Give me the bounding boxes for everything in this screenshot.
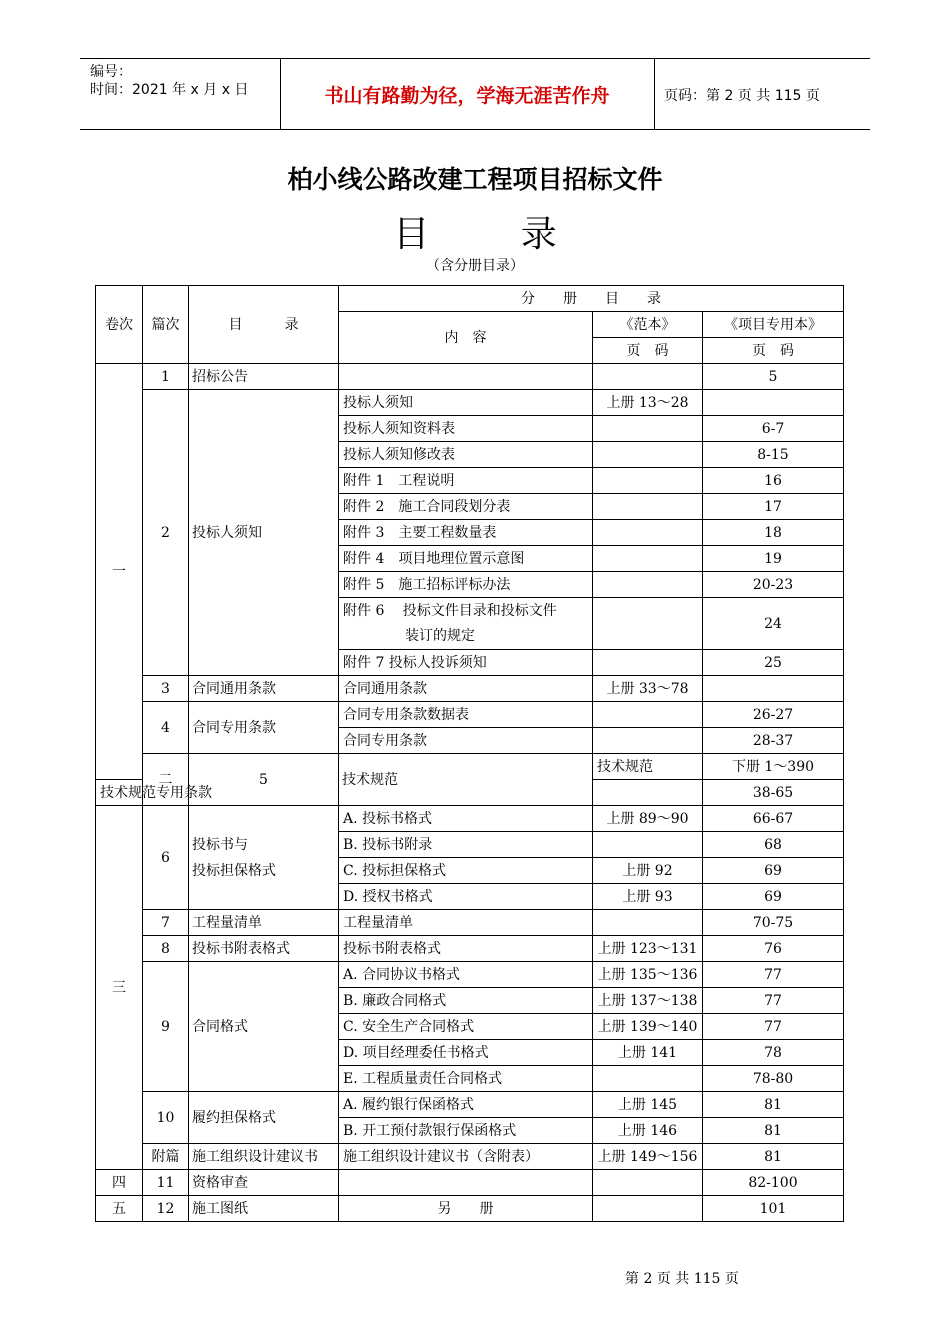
- table-row: [96, 1170, 844, 1196]
- section-title: 招标公告: [189, 364, 339, 390]
- col-header-sub-volume: 分 册 目 录: [339, 286, 844, 312]
- project-page-cell: [703, 676, 844, 702]
- code-label: 编号：: [90, 64, 132, 80]
- col-header-contents: 目 录: [189, 286, 339, 364]
- table-row: [96, 702, 844, 728]
- col-header-template: 《范本》: [593, 312, 703, 338]
- template-page-cell: 上册 149～156: [593, 1144, 703, 1170]
- page-header: [80, 58, 870, 130]
- project-page-cell: 19: [703, 546, 844, 572]
- table-header-row: [96, 286, 844, 312]
- content-cell: A. 合同协议书格式: [339, 962, 593, 988]
- section-number: 11: [143, 1170, 189, 1196]
- template-page-cell: [593, 546, 703, 572]
- volume-cell: 三: [96, 806, 143, 1170]
- template-page-cell: [593, 910, 703, 936]
- template-page-cell: [593, 572, 703, 598]
- project-page-cell: 77: [703, 962, 844, 988]
- template-page-cell: 上册 89～90: [593, 806, 703, 832]
- template-page-cell: 上册 146: [593, 1118, 703, 1144]
- project-page-cell: [703, 390, 844, 416]
- toc-note: （含分册目录）: [426, 258, 524, 274]
- content-cell: B. 开工预付款银行保函格式: [339, 1118, 593, 1144]
- project-page-cell: 8-15: [703, 442, 844, 468]
- section-title: 工程量清单: [189, 910, 339, 936]
- template-page-cell: [593, 780, 703, 806]
- template-page-cell: 上册 145: [593, 1092, 703, 1118]
- col-header-volume: 卷次: [96, 286, 143, 364]
- template-page-cell: [593, 468, 703, 494]
- section-number: 9: [143, 962, 189, 1092]
- content-cell: 合同专用条款数据表: [339, 702, 593, 728]
- content-line: 附件 6 投标文件目录和投标文件: [343, 602, 557, 619]
- project-page-cell: 6-7: [703, 416, 844, 442]
- project-page-cell: 101: [703, 1196, 844, 1222]
- project-page-cell: 78-80: [703, 1066, 844, 1092]
- template-page-cell: [593, 442, 703, 468]
- template-page-cell: [593, 1196, 703, 1222]
- section-number: 1: [143, 364, 189, 390]
- project-page-cell: 17: [703, 494, 844, 520]
- section-number: 12: [143, 1196, 189, 1222]
- content-cell: 合同通用条款: [339, 676, 593, 702]
- template-page-cell: 上册 93: [593, 884, 703, 910]
- template-page-cell: 上册 33～78: [593, 676, 703, 702]
- project-page-cell: 70-75: [703, 910, 844, 936]
- content-cell: 技术规范: [593, 754, 703, 780]
- template-page-cell: [593, 416, 703, 442]
- template-page-cell: 上册 137～138: [593, 988, 703, 1014]
- content-cell: [339, 1170, 593, 1196]
- content-cell: B. 投标书附录: [339, 832, 593, 858]
- content-cell: 附件 4 项目地理位置示意图: [339, 546, 593, 572]
- content-cell: 附件 5 施工招标评标办法: [339, 572, 593, 598]
- project-page-cell: 24: [703, 598, 844, 650]
- section-number: 2: [143, 390, 189, 676]
- table-row: [96, 1144, 844, 1170]
- template-page-cell: [593, 598, 703, 650]
- date-label: 时间：2021 年 x 月 x 日: [90, 82, 249, 98]
- project-page-cell: 81: [703, 1092, 844, 1118]
- project-page-cell: 69: [703, 884, 844, 910]
- content-cell: A. 投标书格式: [339, 806, 593, 832]
- project-page-cell: 81: [703, 1118, 844, 1144]
- project-page-cell: 20-23: [703, 572, 844, 598]
- content-cell: 投标书附表格式: [339, 936, 593, 962]
- content-cell: B. 廉政合同格式: [339, 988, 593, 1014]
- table-row: [96, 1092, 844, 1118]
- section-title: 施工图纸: [189, 1196, 339, 1222]
- template-page-cell: [593, 702, 703, 728]
- header-motto: 书山有路勤为径，学海无涯苦作舟: [324, 85, 610, 107]
- section-title: 施工组织设计建议书: [189, 1144, 339, 1170]
- section-title: 履约担保格式: [189, 1092, 339, 1144]
- content-cell: 另 册: [339, 1196, 593, 1222]
- table-row: [96, 1196, 844, 1222]
- section-title-line: 投标担保格式: [192, 862, 276, 879]
- col-header-page: 页 码: [593, 338, 703, 364]
- table-row: [96, 962, 844, 988]
- content-cell: [339, 364, 593, 390]
- project-page-cell: 18: [703, 520, 844, 546]
- section-title: 投标人须知: [189, 390, 339, 676]
- content-cell: 附件 3 主要工程数量表: [339, 520, 593, 546]
- content-cell: 技术规范专用条款: [96, 780, 143, 806]
- content-cell: D. 项目经理委任书格式: [339, 1040, 593, 1066]
- project-page-cell: 78: [703, 1040, 844, 1066]
- section-title: [189, 806, 339, 910]
- content-cell: 施工组织设计建议书（含附表）: [339, 1144, 593, 1170]
- section-number: 3: [143, 676, 189, 702]
- content-cell: [339, 598, 593, 650]
- section-number: 5: [189, 754, 339, 806]
- template-page-cell: [593, 832, 703, 858]
- section-title: 合同通用条款: [189, 676, 339, 702]
- project-page-cell: 26-27: [703, 702, 844, 728]
- project-page-cell: 77: [703, 1014, 844, 1040]
- volume-cell: 一: [96, 364, 143, 780]
- table-row: [96, 754, 844, 780]
- template-page-cell: 上册 139～140: [593, 1014, 703, 1040]
- content-cell: C. 投标担保格式: [339, 858, 593, 884]
- content-cell: 合同专用条款: [339, 728, 593, 754]
- volume-cell: 五: [96, 1196, 143, 1222]
- content-cell: 投标人须知: [339, 390, 593, 416]
- section-title: 合同格式: [189, 962, 339, 1092]
- template-page-cell: [593, 520, 703, 546]
- header-divider: [654, 59, 655, 129]
- project-page-cell: 69: [703, 858, 844, 884]
- template-page-cell: 上册 141: [593, 1040, 703, 1066]
- section-number: 10: [143, 1092, 189, 1144]
- content-cell: 附件 1 工程说明: [339, 468, 593, 494]
- template-page-cell: 上册 13～28: [593, 390, 703, 416]
- col-header-section: 篇次: [143, 286, 189, 364]
- template-page-cell: 下册 1～390: [703, 754, 844, 780]
- content-cell: 附件 2 施工合同段划分表: [339, 494, 593, 520]
- content-cell: C. 安全生产合同格式: [339, 1014, 593, 1040]
- section-number: 8: [143, 936, 189, 962]
- project-page-cell: 66-67: [703, 806, 844, 832]
- project-page-cell: 68: [703, 832, 844, 858]
- col-header-project-book: 《项目专用本》: [703, 312, 844, 338]
- project-page-cell: 28-37: [703, 728, 844, 754]
- table-row: [96, 364, 844, 390]
- toc-table: [95, 285, 844, 1222]
- table-row: [96, 936, 844, 962]
- template-page-cell: [593, 1066, 703, 1092]
- project-page-cell: 76: [703, 936, 844, 962]
- col-header-content: 内 容: [339, 312, 593, 364]
- section-number: 4: [143, 702, 189, 754]
- project-page-cell: 82-100: [703, 1170, 844, 1196]
- template-page-cell: [593, 650, 703, 676]
- project-page-cell: 5: [703, 364, 844, 390]
- table-row: [96, 676, 844, 702]
- section-title: 技术规范: [339, 754, 593, 806]
- template-page-cell: 上册 123～131: [593, 936, 703, 962]
- content-cell: A. 履约银行保函格式: [339, 1092, 593, 1118]
- content-cell: 工程量清单: [339, 910, 593, 936]
- template-page-cell: 上册 92: [593, 858, 703, 884]
- section-title: 资格审查: [189, 1170, 339, 1196]
- header-page-info: 页码：第 2 页 共 115 页: [664, 88, 820, 104]
- section-number: 附篇: [143, 1144, 189, 1170]
- template-page-cell: [593, 364, 703, 390]
- template-page-cell: [593, 494, 703, 520]
- project-page-cell: 25: [703, 650, 844, 676]
- template-page-cell: 上册 135～136: [593, 962, 703, 988]
- document-title: 柏小线公路改建工程项目招标文件: [287, 165, 663, 194]
- section-title: 投标书附表格式: [189, 936, 339, 962]
- section-number: 7: [143, 910, 189, 936]
- volume-cell: 四: [96, 1170, 143, 1196]
- template-page-cell: [593, 728, 703, 754]
- header-meta: [90, 63, 248, 99]
- content-cell: 投标人须知修改表: [339, 442, 593, 468]
- col-header-page: 页 码: [703, 338, 844, 364]
- section-number: 6: [143, 806, 189, 910]
- section-title-line: 投标书与: [192, 836, 248, 853]
- volume-cell: 二: [143, 754, 189, 806]
- section-title: 合同专用条款: [189, 702, 339, 754]
- project-page-cell: 38-65: [703, 780, 844, 806]
- project-page-cell: 81: [703, 1144, 844, 1170]
- toc-heading: 目 录: [393, 214, 597, 255]
- project-page-cell: 16: [703, 468, 844, 494]
- content-cell: D. 授权书格式: [339, 884, 593, 910]
- content-line: 装订的规定: [405, 627, 475, 644]
- page-footer: 第 2 页 共 115 页: [625, 1271, 739, 1287]
- content-cell: E. 工程质量责任合同格式: [339, 1066, 593, 1092]
- project-page-cell: 77: [703, 988, 844, 1014]
- table-row: [96, 910, 844, 936]
- template-page-cell: [593, 1170, 703, 1196]
- table-row: [96, 390, 844, 416]
- content-cell: 附件 7 投标人投诉须知: [339, 650, 593, 676]
- table-row: [96, 806, 844, 832]
- content-cell: 投标人须知资料表: [339, 416, 593, 442]
